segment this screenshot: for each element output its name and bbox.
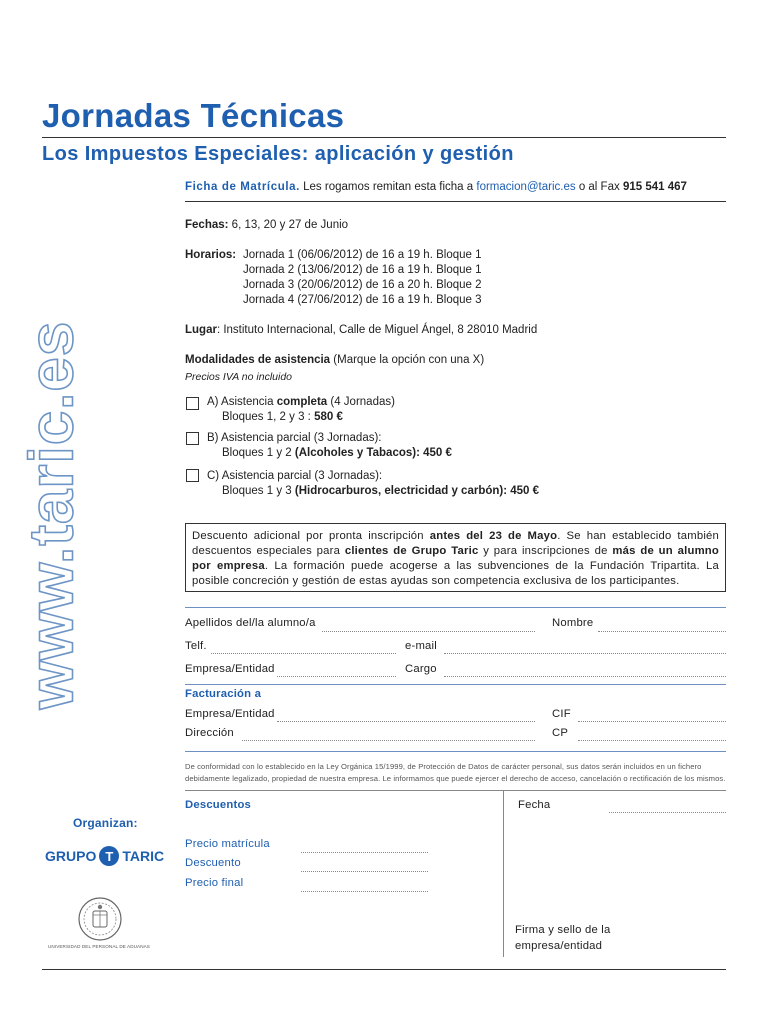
modalidades-label: Modalidades de asistencia: [185, 354, 331, 366]
organizan-label: Organizan:: [73, 816, 138, 830]
cp-label: CP: [552, 727, 569, 739]
horario-item-3: Jornada 3 (20/06/2012) de 16 a 20 h. Bloque 2: [243, 279, 482, 291]
factura-empresa-field[interactable]: [277, 721, 535, 722]
firma-label-line1: Firma y sello de la: [515, 924, 611, 936]
option-b-bloques: Bloques 1 y 2: [222, 447, 292, 459]
descuento-label: Descuento: [185, 857, 241, 869]
cargo-label: Cargo: [405, 663, 437, 675]
horario-item-4: Jornada 4 (27/06/2012) de 16 a 19 h. Bloque 3: [243, 294, 482, 306]
grupo-taric-logo: [45, 846, 164, 866]
page-subtitle: Los Impuestos Especiales: aplicación y gestión: [42, 143, 514, 165]
cp-field[interactable]: [578, 740, 726, 741]
ficha-label: Ficha de Matrícula.: [185, 181, 300, 193]
direccion-label: Dirección: [185, 727, 234, 739]
option-a-suffix: (4 Jornadas): [330, 396, 395, 408]
ficha-divider: [185, 201, 726, 202]
option-c-bloques: Bloques 1 y 3: [222, 485, 292, 497]
discount-notice: [185, 523, 726, 592]
descuentos-heading: Descuentos: [185, 799, 252, 811]
notice-text-1: Descuento adicional por pronta inscripción: [192, 530, 424, 542]
legal-divider: [185, 751, 726, 752]
seal-caption: UNIVERSIDAD DEL PERSONAL DE ADUANAS: [48, 944, 150, 949]
fechas-value: 6, 13, 20 y 27 de Junio: [231, 219, 349, 231]
option-a-line2: [222, 411, 343, 423]
option-b-line2: [222, 447, 452, 459]
option-a-bloques: Bloques 1, 2 y 3 :: [222, 411, 311, 423]
contact-email-link[interactable]: formacion@taric.es: [476, 181, 576, 193]
horario-item-2: Jornada 2 (13/06/2012) de 16 a 19 h. Bloque 1: [243, 264, 482, 276]
title-divider: [42, 137, 726, 138]
notice-bold-1: antes del 23 de Mayo: [429, 530, 558, 542]
fechas-label: Fechas:: [185, 219, 229, 231]
nombre-field[interactable]: [598, 631, 726, 632]
nombre-label: Nombre: [552, 617, 594, 629]
website-watermark: www.taric.es: [17, 320, 87, 710]
apellidos-label: Apellidos del/la alumno/a: [185, 617, 316, 629]
modalidades-hint: (Marque la opción con una X): [333, 354, 485, 366]
option-a-prefix: A) Asistencia: [207, 396, 274, 408]
apellidos-field[interactable]: [322, 631, 535, 632]
logo-text-taric: TARIC: [122, 848, 165, 864]
lugar-value: : Instituto Internacional, Calle de Miguel Ángel, 8 28010 Madrid: [216, 324, 538, 336]
page-title: Jornadas Técnicas: [42, 97, 345, 134]
lugar-line: [185, 324, 537, 336]
university-seal-icon: [76, 895, 124, 943]
notice-bold-3: más de un alumno por empresa: [192, 545, 720, 572]
iva-note: Precios IVA no incluido: [185, 371, 293, 383]
notice-text-3: y para inscripciones de: [483, 545, 608, 557]
option-a-checkbox[interactable]: [186, 397, 199, 410]
telf-label: Telf.: [185, 640, 207, 652]
direccion-field[interactable]: [242, 740, 535, 741]
bottom-divider: [185, 790, 726, 791]
website-watermark-container: [10, 310, 95, 720]
precio-matricula-label: Precio matrícula: [185, 838, 270, 850]
option-c-price: (Hidrocarburos, electricidad y carbón): 450 €: [294, 485, 540, 497]
facturacion-heading: Facturación a: [185, 688, 262, 700]
logo-text-grupo: GRUPO: [45, 848, 97, 864]
ficha-line: [185, 181, 687, 193]
empresa-field[interactable]: [277, 676, 396, 677]
ficha-fax-text: o al Fax: [578, 181, 620, 193]
option-c-checkbox[interactable]: [186, 469, 199, 482]
option-a-line1: [207, 396, 395, 408]
form-divider: [185, 607, 726, 608]
cargo-field[interactable]: [444, 676, 726, 677]
fecha-field[interactable]: [609, 812, 726, 813]
factura-empresa-label: Empresa/Entidad: [185, 708, 275, 720]
option-c-line1: C) Asistencia parcial (3 Jornadas):: [207, 470, 383, 482]
notice-bold-2: clientes de Grupo Taric: [344, 545, 479, 557]
option-b-price: (Alcoholes y Tabacos): 450 €: [294, 447, 452, 459]
option-a-bold: completa: [276, 396, 328, 408]
lugar-label: Lugar: [185, 324, 217, 336]
firma-label-line2: empresa/entidad: [515, 940, 603, 952]
telf-field[interactable]: [211, 653, 396, 654]
facturacion-divider: [185, 684, 726, 685]
cif-field[interactable]: [578, 721, 726, 722]
footer-rule: [42, 969, 726, 970]
fax-number: 915 541 467: [622, 181, 687, 193]
notice-text-2: . Se han establecido también descuentos especiales para: [192, 530, 720, 557]
option-c-line2: [222, 485, 539, 497]
descuento-field[interactable]: [301, 871, 428, 872]
legal-notice: De conformidad con lo establecido en la Ley Orgánica 15/1999, de Protección de Datos de carácter personal, sus datos serán incluidos en un fichero debidamente legalizado, propiedad de nuestra empresa. Le informamos que puede ejercer el derecho de acceso, cancelación o rectificación de los mismos.: [185, 762, 726, 783]
modalidades-line: [185, 354, 484, 366]
option-a-price: 580 €: [314, 411, 343, 423]
precio-matricula-field[interactable]: [301, 852, 428, 853]
fecha-label: Fecha: [518, 799, 551, 811]
option-b-checkbox[interactable]: [186, 432, 199, 445]
precio-final-field[interactable]: [301, 891, 428, 892]
email-label: e-mail: [405, 640, 437, 652]
cif-label: CIF: [552, 708, 571, 720]
email-field[interactable]: [444, 653, 726, 654]
fechas-line: [185, 219, 348, 231]
option-b-line1: B) Asistencia parcial (3 Jornadas):: [207, 432, 382, 444]
notice-text-4: . La formación puede acogerse a las subvenciones de la Fundación Tripartita. La posible concreción y gestión de estas ayudas son competencia exclusiva de los participantes.: [192, 560, 719, 587]
empresa-label: Empresa/Entidad: [185, 663, 275, 675]
taric-logo-icon: T: [99, 846, 119, 866]
horario-item-1: Jornada 1 (06/06/2012) de 16 a 19 h. Bloque 1: [243, 249, 482, 261]
horarios-label: Horarios:: [185, 249, 237, 261]
precio-final-label: Precio final: [185, 877, 244, 889]
ficha-text: Les rogamos remitan esta ficha a: [303, 181, 474, 193]
descuentos-separator: [503, 790, 504, 957]
